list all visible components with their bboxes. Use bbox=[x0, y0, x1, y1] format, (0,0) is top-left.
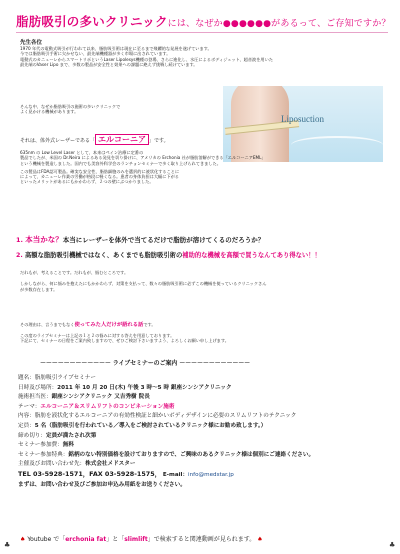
info-label: 内容： bbox=[18, 413, 35, 420]
info-title-row bbox=[18, 374, 388, 384]
info-label: E-mail： bbox=[162, 471, 189, 478]
info-label: セミナー参加費： bbox=[18, 442, 63, 449]
product-intro-suffix: 」です。 bbox=[149, 138, 169, 144]
title-sub: には、なぜか●●●●●●があるって、ご存知ですか？ bbox=[167, 19, 391, 29]
info-closing-row bbox=[18, 481, 388, 491]
info-value: 銘柄のない特別価格を設けておりますので、ご興味のあるクリニック様は個別にご連絡ください。 bbox=[68, 451, 315, 458]
question-text: 本当にレーザーを体外で当てるだけで脂肪が溶けてくるのだろうか？ bbox=[62, 236, 265, 244]
paragraph-line: しかしながら、何に悩みを抱えたにもかかわらず、対策を支払って、数々の脂肪吸引術に必ずこの機械を使っているクリニックさん bbox=[20, 281, 267, 287]
info-value: 5 名（脂肪吸引を行われている／導入をご検討されているクリニック様にお勧め致します。） bbox=[34, 422, 267, 429]
info-content-row bbox=[18, 412, 388, 422]
question-number: 2. bbox=[16, 252, 23, 259]
spade-icon: ♠ bbox=[20, 536, 26, 543]
info-label: 主催及びお問い合わせ先： bbox=[18, 461, 86, 468]
info-value: 2011 年 10 月 20 日(木) 午後 3 時～5 時 bbox=[57, 384, 170, 391]
info-datetime-row bbox=[18, 384, 388, 394]
info-fee-row bbox=[18, 441, 388, 451]
question-text: 高額な脂肪吸引機械ではなく、あくまでも脂肪吸引術の bbox=[24, 252, 183, 259]
paragraph-line: 下記にて、セミナーの日程をご案内致しますので、ぜひご検討下さいますよう、よろしくお願い申し上げます。 bbox=[20, 338, 229, 344]
paragraph-line: といったメリットがあるにもかかわらず、２つの壁にぶつかりました。 bbox=[20, 179, 154, 185]
youtube-note bbox=[20, 534, 263, 543]
paragraph-line: この度のライブセミナーは上記の１と２の悩みに対する答えを用意しております。 bbox=[20, 333, 175, 338]
paragraph-line: だれもが、考えることです。だれもが、悩むところです。 bbox=[20, 270, 129, 275]
info-value: 定員が満たされ次第 bbox=[45, 432, 97, 439]
paragraph-machine bbox=[20, 104, 120, 115]
info-value: 無料 bbox=[62, 442, 74, 449]
info-label: 締め切り： bbox=[18, 432, 46, 439]
info-venue: 銀座シンシアクリニック bbox=[170, 384, 232, 391]
club-icon: ♣ bbox=[389, 541, 396, 549]
info-label: 定員： bbox=[18, 422, 35, 429]
youtube-keyword-1: erchonia fat bbox=[65, 536, 107, 543]
email-link[interactable]: info@medstar.jp bbox=[188, 471, 234, 478]
youtube-suffix: 」で検索すると関連動画が見られます。 bbox=[147, 536, 256, 543]
paragraph-reason bbox=[20, 322, 156, 328]
paragraph-reasoning bbox=[20, 270, 266, 292]
info-lecturer-row bbox=[18, 393, 388, 403]
seminar-info bbox=[18, 374, 388, 490]
product-intro-prefix: それは、体外式レーザーである「 bbox=[20, 138, 96, 144]
paragraph-product bbox=[20, 150, 266, 185]
reason-prefix: その理由は、言うまでもなく bbox=[20, 322, 75, 327]
info-contact-row bbox=[18, 470, 388, 481]
info-label: セミナー参加特典： bbox=[18, 451, 69, 458]
question-2 bbox=[16, 250, 321, 259]
paragraph-line: 635nm の Low Level Laser として、本来はペイン治療に定番の bbox=[20, 150, 144, 155]
club-icon: ♣ bbox=[4, 541, 11, 549]
info-value: 銀座シンシアクリニック 又吉秀樹 院長 bbox=[51, 394, 150, 401]
info-label: テーマ： bbox=[18, 403, 41, 410]
info-value: 脂肪を液状化するエルコーニアの有効性検証と細かいボディデザインに必要のスリムリフトのテクニック bbox=[34, 413, 297, 420]
intro-line: 最先端のVaser Lipo まで、多数の製品が安全性と効果への課題に絶えず挑戦し続けています。 bbox=[20, 61, 198, 67]
spade-icon: ♠ bbox=[257, 536, 263, 543]
info-special-row bbox=[18, 451, 388, 461]
wave-decoration bbox=[291, 136, 383, 154]
info-capacity-row bbox=[18, 422, 388, 432]
intro-line: 電動式のカニューレからスマートリポというLaser Lipolesys機種の登場、さらに進化し、水圧によるボディジェット、超音波を用いた bbox=[20, 56, 273, 62]
paragraph-seminar-intro bbox=[20, 333, 229, 344]
info-value: 株式会社メドスター bbox=[85, 461, 136, 468]
reason-emphasis: 使ってみた人だけが語れる話 bbox=[74, 322, 144, 328]
info-deadline-row bbox=[18, 432, 388, 442]
youtube-prefix: Youtube で「 bbox=[27, 536, 66, 543]
seminar-heading: －－－－－－－－－－－－ ライブセミナーのご案内 －－－－－－－－－－－－ bbox=[40, 360, 251, 367]
paragraph-line: という機械を製造しました。国内でも美容外科学会のランチョンセミナーで多く取り上げられてきました。 bbox=[20, 160, 221, 166]
question-number: 1. bbox=[16, 236, 23, 244]
info-value: エルコーニア＆スリムリフトのコンビネーション施術 bbox=[40, 403, 175, 410]
info-organizer-row bbox=[18, 460, 388, 470]
info-value: まずは、お問い合わせ及びご参加お申込み用紙をお送りください。 bbox=[18, 481, 186, 488]
paragraph-line: そんな中、なぜか脂肪吸引の施術の多いクリニックで bbox=[20, 104, 121, 109]
paragraph-line: この製品はFDA認可製品。確実な安全性、脂肪細胞のみを選択的に液状化することに bbox=[20, 168, 180, 174]
greeting: 先生各位 bbox=[20, 40, 43, 46]
paragraph-line: 製品でしたが、米国の Dr.Neira によるある発見を切り掛けに、アメリカの Erchonia 社が脂肪溶解ができる「エルコーニアEML」 bbox=[20, 155, 266, 161]
paragraph-line: によって、カニューレ作業の労働が格段に軽くなる。患者の身体負担は大幅に下がる bbox=[20, 174, 179, 180]
reason-suffix: です。 bbox=[143, 322, 156, 327]
product-name: エルコーニア bbox=[95, 134, 149, 145]
question-1 bbox=[16, 234, 264, 245]
contact-phone: TEL 03-5928-1571，FAX 03-5928-1575， bbox=[18, 469, 162, 478]
paragraph-line: が多数存在します。 bbox=[20, 286, 58, 292]
intro-line: 今では脂肪吸引手術に欠かせない、最先端機種器が多く市場に出されています。 bbox=[20, 51, 171, 57]
info-label: 日時及び場所： bbox=[18, 384, 58, 391]
product-intro bbox=[20, 134, 169, 145]
info-value: 脂肪吸引ライブセミナー bbox=[34, 375, 96, 381]
page-title bbox=[16, 12, 391, 33]
youtube-keyword-2: slimlift bbox=[124, 536, 148, 543]
question-emphasis: 補助的な機械を高額で買うなんてあり得ない！！ bbox=[182, 252, 321, 259]
paragraph-line: よく見かける機械があります。 bbox=[20, 109, 79, 115]
info-label: 題名： bbox=[18, 375, 35, 381]
info-theme-row bbox=[18, 403, 388, 413]
question-emphasis: 本当かな？ bbox=[25, 235, 63, 244]
youtube-mid: 」と「 bbox=[106, 536, 125, 543]
intro-line: 1970 年代の電動式吸引が行われて以来、脂肪吸引術は現在に至るまで飛躍的な発展を遂げています。 bbox=[20, 46, 212, 51]
info-label: 施術担当医： bbox=[18, 394, 52, 401]
photo-label: Liposuction bbox=[281, 114, 324, 124]
title-main: 脂肪吸引の多いクリニック bbox=[16, 14, 168, 29]
intro-paragraph bbox=[20, 46, 273, 67]
